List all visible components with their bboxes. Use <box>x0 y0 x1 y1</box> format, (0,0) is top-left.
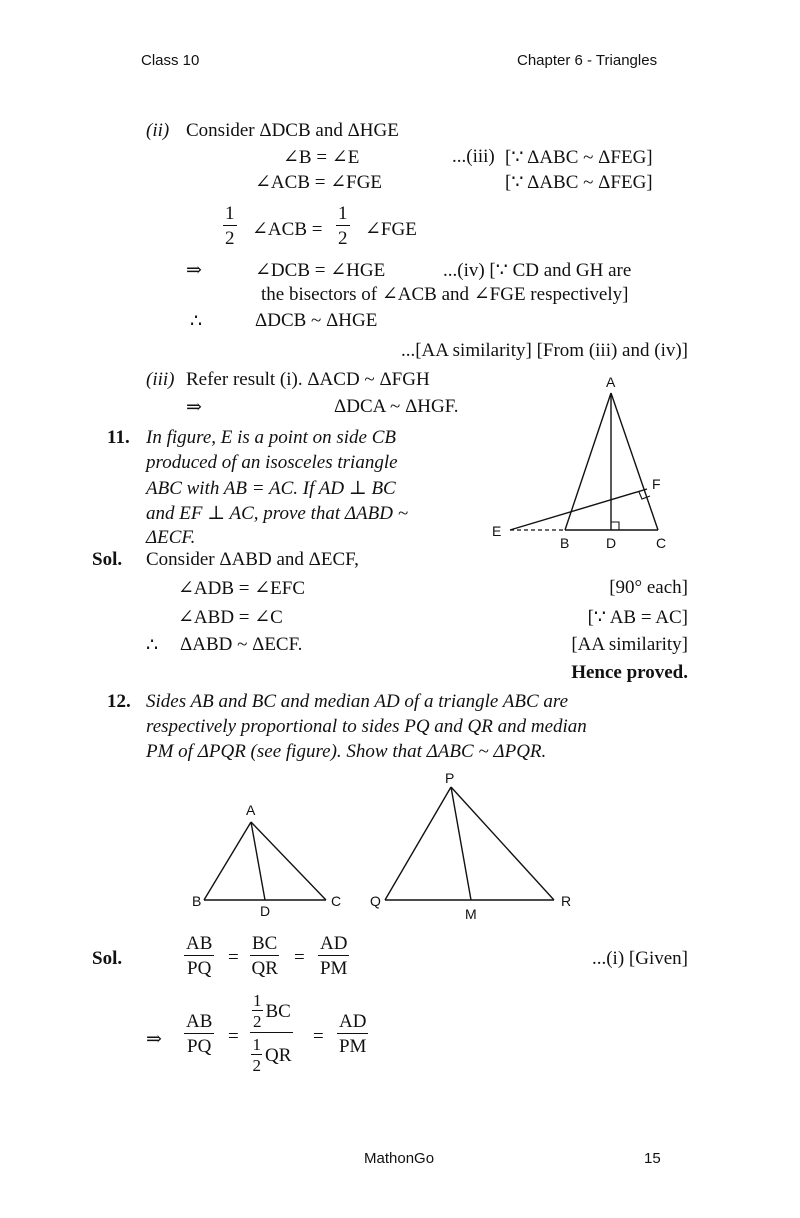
tri2-side-pq <box>385 787 451 900</box>
stmt-bisectors: the bisectors of ∠ACB and ∠FGE respectively] <box>261 284 629 305</box>
tri1-side-ab <box>204 822 251 900</box>
sol11-intro: Consider ΔABD and ΔECF, <box>146 549 359 570</box>
footer-brand: MathonGo <box>364 1150 435 1167</box>
sol11-reason-2: [∵ AB = AC] <box>587 607 688 628</box>
sol11-stmt-1: ∠ADB = ∠EFC <box>178 578 306 599</box>
stmt-half-acb: ∠ACB = <box>252 219 323 240</box>
stmt-b-e-tag: ...(iii) <box>452 146 495 167</box>
side-ac <box>611 393 658 530</box>
q12-line-2: respectively proportional to sides PQ and QR and median <box>146 716 587 737</box>
therefore-symbol-2: ∴ <box>146 635 159 656</box>
page-number: 15 <box>644 1150 661 1167</box>
side-ab <box>565 393 611 530</box>
ratio-ab-pq: AB PQ <box>186 933 213 979</box>
hence-proved: Hence proved. <box>571 662 688 683</box>
line-ef <box>510 489 647 530</box>
q11-line-4: and EF ⊥ AC, prove that ΔABD ~ <box>146 503 408 524</box>
stmt-acb-fge-reason: [∵ ΔABC ~ ΔFEG] <box>505 172 653 193</box>
q11-number: 11. <box>107 427 130 448</box>
part-ii-intro: Consider ΔDCB and ΔHGE <box>186 120 399 141</box>
tri2-label-r: R <box>561 893 572 909</box>
q12-number: 12. <box>107 691 131 712</box>
sol11-label: Sol. <box>92 549 123 570</box>
equals-1: = <box>228 947 239 968</box>
ratio-ab-pq-2: AB PQ <box>186 1011 213 1057</box>
q12-figures <box>180 766 600 926</box>
sol12-label: Sol. <box>92 948 123 969</box>
therefore-symbol: ∴ <box>190 311 203 332</box>
q11-line-5: ΔECF. <box>146 527 196 548</box>
implies-symbol-2: ⇒ <box>186 397 202 418</box>
ratio-bc-qr: BC QR <box>251 933 278 979</box>
equals-2: = <box>294 947 305 968</box>
label-f: F <box>652 476 661 492</box>
stmt-dcb-hge: ∠DCB = ∠HGE <box>255 260 386 281</box>
ratio-ad-pm-2: AD PM <box>338 1011 367 1057</box>
label-e: E <box>492 523 502 539</box>
tri2-side-pr <box>451 787 554 900</box>
sol11-reason-1: [90° each] <box>609 577 688 598</box>
label-c: C <box>656 535 667 551</box>
stmt-dcb-hge-reason: ...(iv) [∵ CD and GH are <box>443 260 632 281</box>
tri1-label-a: A <box>246 802 256 818</box>
tri1-label-b: B <box>192 893 202 909</box>
q11-figure <box>480 368 680 558</box>
equals-3: = <box>228 1026 239 1047</box>
tri1-label-d: D <box>260 903 271 919</box>
implies-symbol: ⇒ <box>186 260 202 281</box>
stmt-similar-dcb-hge: ΔDCB ~ ΔHGE <box>255 310 378 331</box>
sol11-reason-3: [AA similarity] <box>571 634 688 655</box>
tri2-label-q: Q <box>370 893 381 909</box>
header-class: Class 10 <box>141 52 200 69</box>
part-ii-label: (ii) <box>146 120 170 141</box>
sol11-stmt-3: ΔABD ~ ΔECF. <box>180 634 303 655</box>
q11-line-1: In figure, E is a point on side CB <box>146 427 396 448</box>
equals-4: = <box>313 1026 324 1047</box>
header-chapter: Chapter 6 - Triangles <box>517 52 658 69</box>
label-b: B <box>560 535 570 551</box>
half-fraction-1: 1 2 <box>225 203 235 249</box>
part-iii-text: Refer result (i). ΔACD ~ ΔFGH <box>186 369 430 390</box>
tri2-median-pm <box>451 787 471 900</box>
stmt-acb-fge: ∠ACB = ∠FGE <box>255 172 383 193</box>
stmt-b-e: ∠B = ∠E <box>283 147 360 168</box>
right-angle-f <box>639 492 650 499</box>
q11-line-3: ABC with AB = AC. If AD ⊥ BC <box>146 478 396 499</box>
sol11-stmt-2: ∠ABD = ∠C <box>178 607 283 628</box>
label-a: A <box>606 374 616 390</box>
q12-line-1: Sides AB and BC and median AD of a triangle ABC are <box>146 691 569 712</box>
tri2-label-m: M <box>465 906 477 922</box>
given-tag: ...(i) [Given] <box>591 948 688 969</box>
part-iii-result: ΔDCA ~ ΔHGF. <box>334 396 459 417</box>
tri2-label-p: P <box>445 770 455 786</box>
part-iii-label: (iii) <box>146 369 175 390</box>
ratio-ad-pm: AD PM <box>319 933 348 979</box>
aa-similarity-reason: ...[AA similarity] [From (iii) and (iv)] <box>400 340 688 361</box>
tri1-label-c: C <box>331 893 342 909</box>
half-fraction-2: 1 2 <box>338 203 348 249</box>
right-angle-d <box>611 522 619 530</box>
q11-line-2: produced of an isosceles triangle <box>146 452 398 473</box>
stmt-half-fge: ∠FGE <box>365 219 417 240</box>
label-d: D <box>606 535 617 551</box>
q12-line-3: PM of ΔPQR (see figure). Show that ΔABC ~ ΔPQR. <box>146 741 547 762</box>
implies-symbol-3: ⇒ <box>146 1029 162 1050</box>
half-bc-over-half-qr: 1 2 BC 1 2 QR <box>250 992 293 1074</box>
stmt-b-e-reason: [∵ ΔABC ~ ΔFEG] <box>505 147 653 168</box>
